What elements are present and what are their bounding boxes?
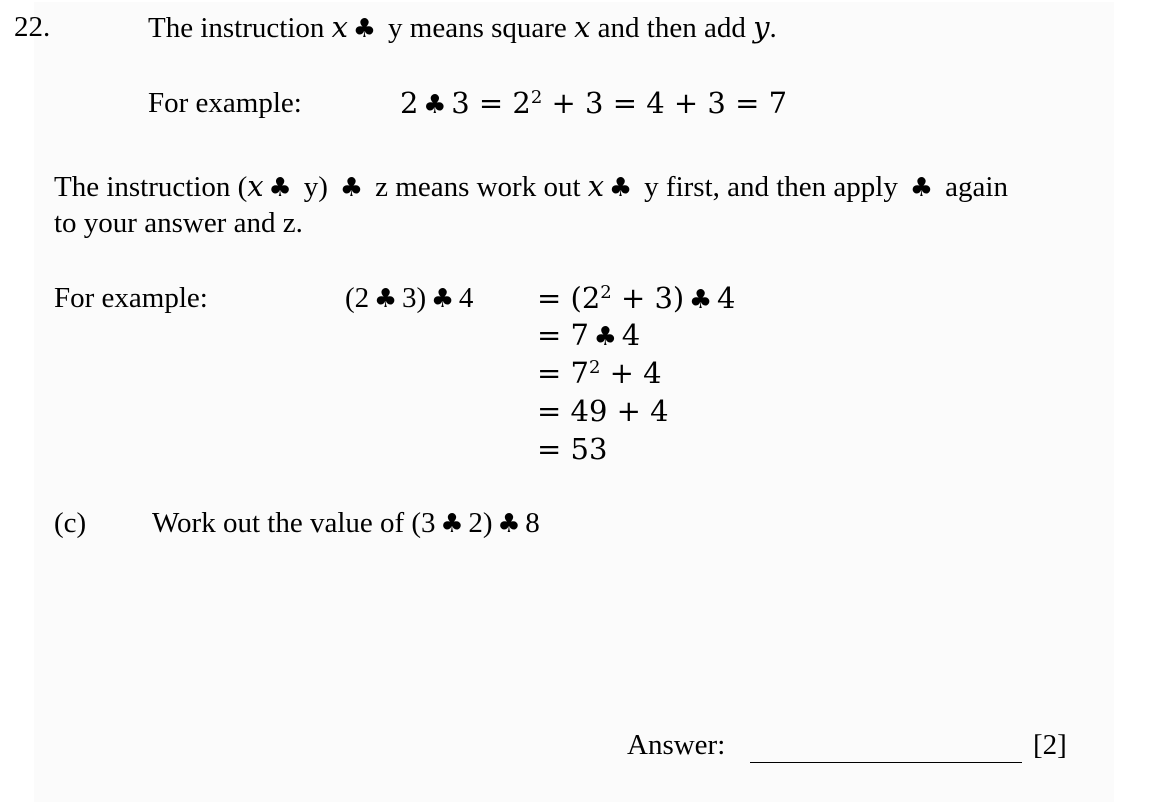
club-icon: ♣ [430, 284, 455, 314]
def2-end: again [937, 171, 1008, 203]
part-c-question [152, 506, 540, 541]
ex2-lhs-a: (2 [345, 282, 370, 314]
example-2-step-1 [537, 281, 735, 317]
example-1-label: For example: [148, 87, 302, 119]
answer-line[interactable] [750, 762, 1022, 763]
step1-pre: = (2 [537, 281, 601, 315]
def2-y-close: y) [296, 171, 336, 203]
def2-mid: z means work out [367, 171, 588, 203]
example-2-step-4: = 49 + 4 [537, 394, 669, 428]
step3-pre: = 7 [537, 356, 589, 390]
ex2-lhs-c: 4 [458, 282, 474, 314]
club-icon: ♣ [440, 509, 464, 539]
ex1-b: 3 = 2 [451, 86, 531, 120]
club-icon: ♣ [268, 173, 292, 203]
step3-sup: 2 [588, 357, 601, 379]
def1-y: y [753, 10, 770, 44]
step1-mid: + 3) [611, 281, 685, 315]
def2-x2: x [587, 169, 605, 203]
example-2-label: For example: [54, 282, 208, 314]
ex1-sup: 2 [530, 87, 543, 109]
def2-pre: The instruction ( [54, 171, 248, 203]
ex1-a: 2 [400, 86, 419, 120]
example-2-step-5: = 53 [537, 432, 608, 466]
answer-label: Answer: [627, 729, 726, 761]
part-c-pre: Work out the value of (3 [152, 507, 436, 539]
club-icon: ♣ [608, 173, 633, 203]
part-c-mid: 2) [468, 507, 493, 539]
definition-line-2b: to your answer and z. [54, 207, 303, 239]
step1-end: 4 [717, 281, 736, 315]
part-c-end: 8 [525, 507, 540, 539]
def1-x: x [331, 10, 348, 44]
def1-post: and then add [590, 12, 754, 44]
club-icon: ♣ [373, 284, 398, 314]
question-number: 22. [14, 11, 51, 43]
step2-pre: = 7 [537, 318, 589, 352]
step2-end: 4 [621, 318, 641, 352]
club-icon: ♣ [497, 509, 521, 539]
club-icon: ♣ [688, 285, 713, 315]
def2-x: x [247, 169, 264, 203]
ex1-rest: + 3 = 4 + 3 = 7 [542, 86, 788, 120]
club-icon: ♣ [339, 173, 364, 203]
example-2-step-3 [537, 356, 662, 390]
club-icon: ♣ [352, 14, 377, 44]
example-2-step-2 [537, 318, 640, 354]
def1-end: . [769, 12, 777, 44]
example-1-expression [400, 86, 787, 122]
club-icon: ♣ [909, 173, 934, 203]
def1-pre: The instruction [148, 12, 332, 44]
definition-line-2 [54, 169, 1008, 205]
def1-mid: y means square [380, 12, 575, 44]
club-icon: ♣ [593, 322, 618, 352]
step1-sup: 2 [600, 282, 612, 304]
marks-label: [2] [1033, 729, 1067, 761]
def2-post: y first, and then apply [636, 171, 906, 203]
club-icon: ♣ [423, 90, 447, 120]
example-2-lhs [345, 281, 473, 316]
def1-x2: x [574, 10, 591, 44]
step3-end: + 4 [600, 356, 662, 390]
ex2-lhs-b: 3) [401, 282, 427, 314]
part-c-label: (c) [54, 507, 87, 539]
definition-line-1 [148, 10, 777, 46]
